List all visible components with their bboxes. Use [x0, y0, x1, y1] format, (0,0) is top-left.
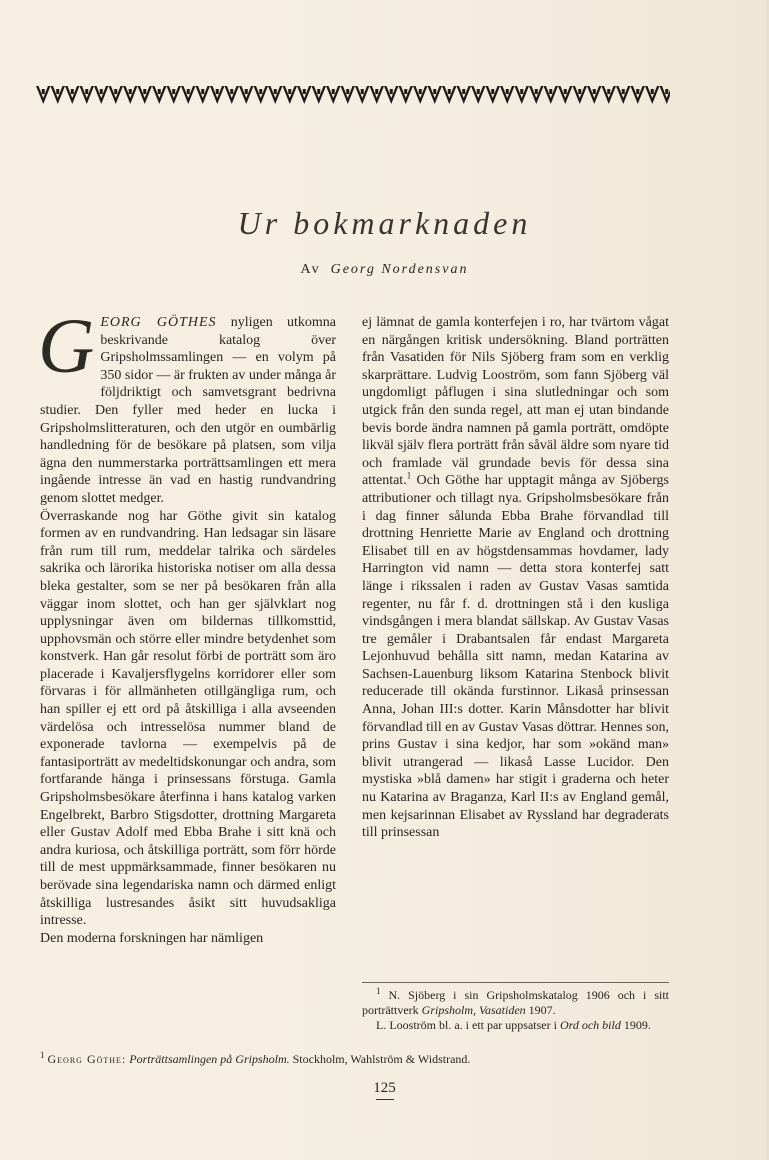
ornament-dot [303, 89, 306, 94]
paragraph-1-text: nyligen utkomna beskrivande katalog över Gripsholmssamlingen — en volym på 350 sidor — är frukten av under många år följdriktigt och samvetsgrant bedrivna studier. Den fyller med heder en lucka i Gripsholmslitteraturen, och den utgör en oumbärlig handledning för de besökare på platsen, som vilja ägna den nummerstarka porträttsamlingen ett mera ingående intresse än vad en hastig rundvandring genom slottet medger. [40, 315, 336, 506]
ornament-dot [535, 89, 538, 94]
ornament-motif [138, 86, 153, 104]
ornament-dot [491, 89, 494, 94]
ornament-dot [187, 89, 190, 94]
ornament-dot [129, 89, 132, 94]
ornament-motif [413, 86, 428, 104]
ornament-dot [390, 89, 393, 94]
ornament-motif [341, 86, 356, 104]
byline-prefix: Av [300, 262, 321, 277]
ornament-dot [593, 89, 596, 94]
ornament-motif [65, 86, 80, 104]
bottom-footnote-publisher: Stockholm, Wahlström & Widstrand. [292, 1052, 471, 1066]
paragraph-1 [38, 302, 336, 508]
byline-author: Georg Nordensvan [330, 262, 469, 277]
right-text-2: Och Göthe har upptagit många av Sjöbergs attributioner och tillagt nya. Gripsholmsbesökare från i dag finner sålunda Ebba Brahe förvandlad till drottning Henriette Marie av England och drottning Elisabet till en av högstdensammas hovdamer, lady Harrington vid namn — detta stora konterfej satt länge i rikssalen i raden av Gustav Vasas samtida regenter, nu får f. d. drottningen stå i den kusliga vindsgången i mera blandat sällskap. Av Gustav Vasas tre gemåler i Drabantsalen får endast Margareta Lejonhuvud behålla sitt namn, medan Katarina av Sachsen-Lauenburg liksom Katarina Stenbock blivit reducerade till okända furstinnor. Likaså prinsessan Anna, Johan III:s dotter. Karin Månsdotter har blivit förvandlad till en av Gustav Vasas döttrar. Hennes son, prins Gustav i sina kedjor, har som »okänd man» blivit utrangerad — likaså Lasse Lucidor. Den mystiska »blå damen» har stigit i graderna och heter nu Katarina av Braganza, Karl II:s av England gemål, men kejsarinnan Elisabet av Ryssland har degraderats till prinsessan [362, 473, 670, 841]
ornament-motif [94, 86, 109, 104]
ornament-dot [361, 89, 364, 94]
ornament-dot [172, 89, 175, 94]
ornament-motif [645, 86, 660, 104]
ornament-dot [549, 89, 552, 94]
ornament-dot [143, 89, 146, 94]
ornament-motif [515, 86, 530, 104]
footnote-1a-title: Gripsholm, Vasatiden [421, 1003, 526, 1017]
ornament-motif [486, 86, 501, 104]
ornament-motif [616, 86, 631, 104]
ornament-dot [636, 89, 639, 94]
ornament-motif [181, 86, 196, 104]
ornament-motif [573, 86, 588, 104]
footnote-1a-text: N. Sjöberg i sin Gripsholmskatalog 1906 och i sitt porträttverk [362, 988, 669, 1017]
footnote-divider [362, 982, 669, 983]
footnote-1b [362, 1018, 669, 1033]
ornament-dot [419, 89, 422, 94]
ornament-motif [312, 86, 327, 104]
page-number [0, 1080, 769, 1100]
ornament-dot [520, 89, 523, 94]
ornament-motif [225, 86, 240, 104]
ornament-motif [471, 86, 486, 104]
right-text-1: ej lämnat de gamla konterfejen i ro, har tvärtom vågat en närgången kritisk undersökning. Bland porträtten från Vasatiden för Nils Sjöberg fram som en verklig skarprättare. Ludvig Looström, som fann Sjöberg väl ungdomligt påflugen i sina slutledningar och som utgick från den sunda regel, att man ej utan bindande bevis borde ändra namnen på gamla porträtt, omdöpte likväl själv flera porträtt från såväl äldre som nyare tid och framlade väl grundade bevis för dessa sina attentat. [362, 315, 669, 489]
ornament-dot [230, 89, 233, 94]
ornament-dot [346, 89, 349, 94]
ornament-dot [71, 89, 74, 94]
paragraph-3-start: Den moderna forskningen har nämligen [40, 930, 264, 946]
ornament-motif [239, 86, 254, 104]
ornament-motif [268, 86, 283, 104]
ornament-motif [210, 86, 225, 104]
right-footnotes [362, 988, 669, 1033]
footnote-1b-text: L. Looström bl. a. i ett par uppsatser i [376, 1018, 557, 1032]
ornament-motif [123, 86, 138, 104]
ornament-dot [85, 89, 88, 94]
bottom-footnote-title: Porträttsamlingen på Gripsholm. [129, 1052, 290, 1066]
left-column [38, 302, 336, 947]
bottom-footnote-mark: 1 [40, 1050, 45, 1060]
ornament-motif [558, 86, 573, 104]
page-number-rule [376, 1099, 394, 1100]
ornament-motif [457, 86, 472, 104]
ornament-dot [332, 89, 335, 94]
ornament-motif [602, 86, 617, 104]
ornament-dot [578, 89, 581, 94]
ornament-dot [477, 89, 480, 94]
ornament-motif [326, 86, 341, 104]
ornament-motif [399, 86, 414, 104]
ornament-motif [384, 86, 399, 104]
article-title: Ur bokmarknaden [237, 205, 532, 241]
ornament-dot [245, 89, 248, 94]
page-number-text: 125 [373, 1080, 396, 1096]
ornament-motif [109, 86, 124, 104]
ornament-dot [564, 89, 567, 94]
ornament-motif [631, 86, 646, 104]
ornament-motif [500, 86, 515, 104]
ornament-dot [201, 89, 204, 94]
ornament-motif [80, 86, 95, 104]
bottom-footnote-author: Georg Göthe: [47, 1052, 127, 1066]
ornament-dot [665, 89, 668, 94]
ornament-motif [283, 86, 298, 104]
ornament-dot [216, 89, 219, 94]
drop-cap: G [38, 302, 95, 389]
decorative-border-ornament [36, 84, 670, 106]
ornament-dot [56, 89, 59, 94]
byline [0, 262, 769, 278]
ornament-motif [428, 86, 443, 104]
ornament-dot [462, 89, 465, 94]
ornament-motif [442, 86, 457, 104]
ornament-motif [660, 86, 671, 104]
ornament-motif [36, 86, 51, 104]
ornament-motif [152, 86, 167, 104]
ornament-dot [448, 89, 451, 94]
ornament-dot [42, 89, 45, 94]
footnote-reference: 1 [406, 470, 412, 481]
right-column [362, 314, 669, 842]
ornament-dot [506, 89, 509, 94]
ornament-dot [404, 89, 407, 94]
ornament-dot [607, 89, 610, 94]
ornament-dot [158, 89, 161, 94]
bottom-footnote [40, 1052, 680, 1067]
ornament-dot [317, 89, 320, 94]
ornament-dot [622, 89, 625, 94]
right-paragraph [362, 314, 669, 842]
ornament-motif [51, 86, 66, 104]
paragraph-2: Överraskande nog har Göthe givit sin katalog formen av en rundvandring. Han ledsagar sin läsare från rum till rum, meddelar talrika och särdeles sakrika och lärorika historiska notiser om alla dessa bleka gestalter, som se ner på besökaren från alla väggar inom slottet, och han ger självklart nog upplysningar även om bildernas tillkomsttid, upphovsmän och större eller mindre betydenhet som konstverk. Han går resolut förbi de porträtt som äro placerade i Kavaljersflygelns korridorer eller som förvaras i för allmänheten otillgängliga rum, och han spiller ej ett ord på åtskilliga i alla avseenden värdelösa och intresselösa nummer bland de exponerade tavlorna — exempelvis på de fantasiporträtt av medeltidskonungar och andra, som fortfarande hänga i prinsessans förstuga. Gamla Gripsholmsbesökare återfinna i hans katalog varken Engelbrekt, Barbro Stigsdotter, drottning Margareta eller Gustav Adolf med Ebba Brahe i sitt knä och andra kuriosa, och åtskilliga porträtt, som förr hörde till de mest uppmärksammade, finner besökaren nu berövade sina legendariska namn och därmed enligt åtskilliga lustresandes åsikt sitt huvudsakliga intresse. [40, 508, 336, 929]
ornament-motif [370, 86, 385, 104]
ornament-dot [433, 89, 436, 94]
ornament-motif [254, 86, 269, 104]
footnote-1b-year: 1909. [623, 1018, 651, 1032]
ornament-motif [529, 86, 544, 104]
footnote-1a-year: 1907. [528, 1003, 556, 1017]
footnote-1a [362, 988, 669, 1018]
ornament-dot [114, 89, 117, 94]
ornament-motif [196, 86, 211, 104]
ornament-dot [288, 89, 291, 94]
ornament-dot [259, 89, 262, 94]
footnote-1b-title: Ord och bild [559, 1018, 621, 1032]
ornament-dot [375, 89, 378, 94]
ornament-motif [587, 86, 602, 104]
ornament-motif [167, 86, 182, 104]
ornament-motif [355, 86, 370, 104]
ornament-dot [651, 89, 654, 94]
ornament-motif [297, 86, 312, 104]
lead-smallcaps: EORG GÖTHES [100, 315, 217, 330]
footnote-mark: 1 [376, 986, 381, 996]
ornament-motif [544, 86, 559, 104]
ornament-dot [100, 89, 103, 94]
ornament-dot [274, 89, 277, 94]
